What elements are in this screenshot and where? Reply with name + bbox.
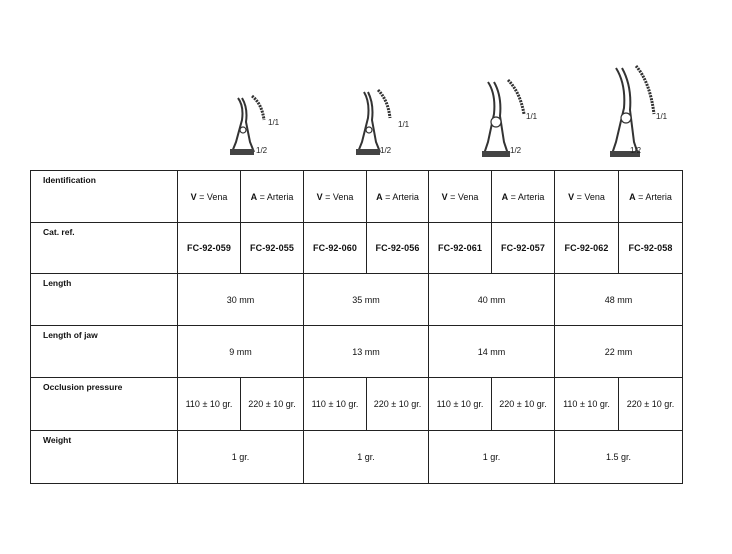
cat-ref-cell: FC-92-061 bbox=[429, 223, 492, 274]
row-cat-ref bbox=[31, 223, 683, 274]
type-letter: A bbox=[250, 191, 258, 202]
type-name: = Arteria bbox=[510, 191, 545, 202]
weight-cell: 1 gr. bbox=[429, 431, 555, 484]
scale-label-4-half: 1/2 bbox=[630, 146, 642, 155]
type-name: = Arteria bbox=[385, 191, 419, 202]
row-label-identification: Identification bbox=[31, 171, 178, 223]
pressure-cell: 220 ± 10 gr. bbox=[241, 378, 304, 431]
type-letter: A bbox=[376, 191, 383, 202]
row-label-cat-ref: Cat. ref. bbox=[31, 223, 178, 274]
jaw-length-cell: 13 mm bbox=[304, 326, 429, 378]
row-label-length-of-jaw: Length of jaw bbox=[31, 326, 178, 378]
scale-label-1-full: 1/1 bbox=[268, 118, 280, 127]
type-name: = Vena bbox=[325, 191, 354, 202]
type-cell bbox=[304, 171, 367, 223]
pressure-cell: 220 ± 10 gr. bbox=[619, 378, 683, 431]
cat-ref-cell: FC-92-059 bbox=[178, 223, 241, 274]
spec-table bbox=[30, 170, 683, 484]
type-name: = Vena bbox=[450, 191, 479, 202]
row-weight bbox=[31, 431, 683, 484]
type-cell bbox=[555, 171, 619, 223]
type-letter: V bbox=[316, 191, 323, 202]
pressure-cell: 220 ± 10 gr. bbox=[367, 378, 429, 431]
length-cell: 40 mm bbox=[429, 274, 555, 326]
cat-ref-cell: FC-92-060 bbox=[304, 223, 367, 274]
row-label-weight: Weight bbox=[31, 431, 178, 484]
scale-label-2-half: 1/2 bbox=[380, 146, 392, 155]
weight-cell: 1 gr. bbox=[178, 431, 304, 484]
type-cell bbox=[492, 171, 555, 223]
type-letter: A bbox=[501, 191, 509, 202]
cat-ref-cell: FC-92-056 bbox=[367, 223, 429, 274]
length-cell: 30 mm bbox=[178, 274, 304, 326]
jaw-length-cell: 9 mm bbox=[178, 326, 304, 378]
length-cell: 48 mm bbox=[555, 274, 683, 326]
row-label-occlusion-pressure: Occlusion pressure bbox=[31, 378, 178, 431]
cat-ref-cell: FC-92-055 bbox=[241, 223, 304, 274]
clamp-illustration-3 bbox=[474, 76, 544, 169]
type-letter: V bbox=[441, 191, 448, 202]
clamp-1-icon bbox=[222, 92, 282, 162]
type-cell bbox=[367, 171, 429, 223]
type-cell bbox=[429, 171, 492, 223]
row-identification bbox=[31, 171, 683, 223]
type-name: = Vena bbox=[199, 191, 228, 202]
pressure-cell: 110 ± 10 gr. bbox=[429, 378, 492, 431]
scale-label-3-full: 1/1 bbox=[526, 112, 538, 121]
scale-label-4-full: 1/1 bbox=[656, 112, 668, 121]
type-cell bbox=[178, 171, 241, 223]
type-letter: V bbox=[568, 191, 575, 202]
row-label-length: Length bbox=[31, 274, 178, 326]
type-letter: V bbox=[190, 191, 197, 202]
pressure-cell: 220 ± 10 gr. bbox=[492, 378, 555, 431]
scale-label-3-half: 1/2 bbox=[510, 146, 522, 155]
type-name: = Arteria bbox=[259, 191, 294, 202]
type-name: = Arteria bbox=[638, 191, 672, 202]
scale-label-2-full: 1/1 bbox=[398, 120, 410, 129]
scale-label-1-half: 1/2 bbox=[256, 146, 268, 155]
cat-ref-cell: FC-92-058 bbox=[619, 223, 683, 274]
type-letter: A bbox=[629, 191, 636, 202]
weight-cell: 1 gr. bbox=[304, 431, 429, 484]
jaw-length-cell: 22 mm bbox=[555, 326, 683, 378]
type-cell bbox=[241, 171, 304, 223]
row-length-of-jaw bbox=[31, 326, 683, 378]
pressure-cell: 110 ± 10 gr. bbox=[178, 378, 241, 431]
pressure-cell: 110 ± 10 gr. bbox=[304, 378, 367, 431]
row-length bbox=[31, 274, 683, 326]
type-cell bbox=[619, 171, 683, 223]
cat-ref-cell: FC-92-062 bbox=[555, 223, 619, 274]
pressure-cell: 110 ± 10 gr. bbox=[555, 378, 619, 431]
weight-cell: 1.5 gr. bbox=[555, 431, 683, 484]
clamp-illustration-1 bbox=[222, 92, 282, 167]
length-cell: 35 mm bbox=[304, 274, 429, 326]
row-occlusion-pressure bbox=[31, 378, 683, 431]
type-name: = Vena bbox=[576, 191, 605, 202]
cat-ref-cell: FC-92-057 bbox=[492, 223, 555, 274]
jaw-length-cell: 14 mm bbox=[429, 326, 555, 378]
